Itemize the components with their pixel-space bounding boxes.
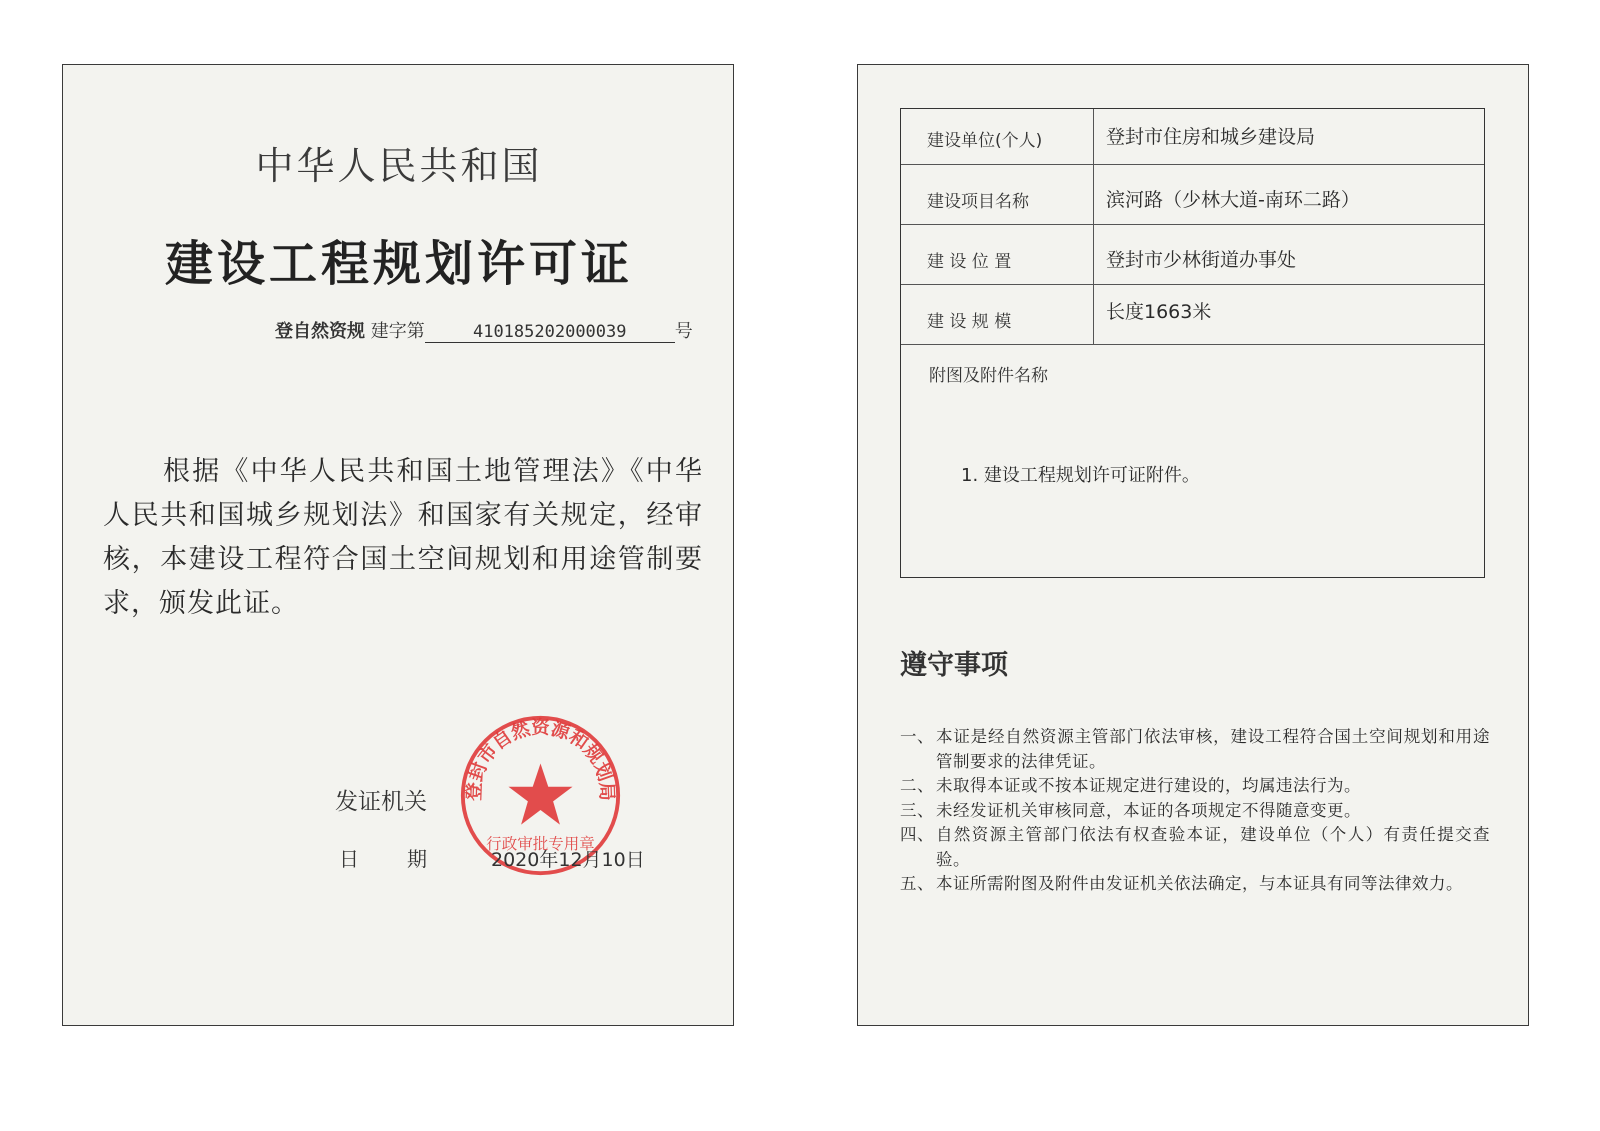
- table-row-location: [901, 225, 1484, 285]
- note-marker: 一、: [900, 727, 934, 746]
- construction-unit-label: 建设单位(个人): [927, 131, 1043, 151]
- certificate-back-page: [857, 64, 1529, 1026]
- scale-value: 长度1663米: [1106, 301, 1212, 323]
- table-row-project-name: [901, 165, 1484, 225]
- note-text: 未取得本证或不按本证规定进行建设的，均属违法行为。: [936, 776, 1361, 795]
- note-marker: 三、: [900, 800, 934, 820]
- cert-number-value: 410185202000039: [425, 322, 675, 343]
- certificate-body-text: 根据《中华人民共和国土地管理法》《中华人民共和国城乡规划法》和国家有关规定，经审核，本建设工程符合国土空间规划和用途管制要求，颁发此证。: [103, 456, 703, 619]
- note-item: [900, 823, 1490, 872]
- notes-list: [900, 725, 1490, 897]
- date-label: 日期: [339, 847, 475, 871]
- seal-star-icon: [508, 763, 572, 824]
- note-marker: 五、: [900, 874, 934, 893]
- note-text: 本证所需附图及附件由发证机关依法确定，与本证具有同等法律效力。: [936, 874, 1463, 893]
- table-row-scale: [901, 285, 1484, 345]
- info-table: [900, 108, 1485, 578]
- location-label: 建 设 位 置: [927, 252, 1012, 272]
- country-title: 中华人民共和国: [255, 144, 543, 188]
- note-text: 未经发证机关审核同意，本证的各项规定不得随意变更。: [936, 800, 1361, 820]
- note-item: [900, 799, 1490, 824]
- note-item: [900, 872, 1490, 897]
- note-text: 自然资源主管部门依法有权查验本证，建设单位（个人）有责任提交查验。: [936, 825, 1490, 869]
- scale-label: 建 设 规 模: [927, 312, 1012, 332]
- note-marker: 四、: [900, 825, 934, 844]
- cert-number-mid: 建字第: [370, 321, 425, 342]
- note-item: [900, 774, 1490, 799]
- certificate-number-row: [275, 317, 693, 343]
- issue-date: 2020年12月10日: [491, 849, 645, 871]
- cert-number-prefix: 登自然资规: [275, 321, 365, 342]
- issuer-label: 发证机关: [335, 789, 427, 815]
- location-value: 登封市少林街道办事处: [1106, 249, 1297, 271]
- construction-unit-value: 登封市住房和城乡建设局: [1106, 126, 1316, 148]
- seal-arc-text: 登封市自然资源和规划局: [464, 717, 617, 802]
- attachment-item: 1. 建设工程规划许可证附件。: [961, 465, 1200, 486]
- note-item: [900, 725, 1490, 774]
- seal-bottom-text: 行政审批专用章: [486, 834, 595, 853]
- certificate-title: 建设工程规划许可证: [164, 236, 633, 292]
- attachments-label: 附图及附件名称: [929, 366, 1048, 386]
- table-row-construction-unit: [901, 109, 1484, 165]
- project-name-value: 滨河路（少林大道-南环二路）: [1106, 189, 1360, 211]
- note-marker: 二、: [900, 776, 934, 795]
- project-name-label: 建设项目名称: [927, 192, 1029, 212]
- notes-heading: 遵守事项: [900, 650, 1008, 681]
- note-text: 本证是经自然资源主管部门依法审核，建设工程符合国土空间规划和用途管制要求的法律凭证。: [936, 727, 1490, 771]
- cert-number-suffix: 号: [674, 321, 693, 342]
- certificate-front-page: [62, 64, 734, 1026]
